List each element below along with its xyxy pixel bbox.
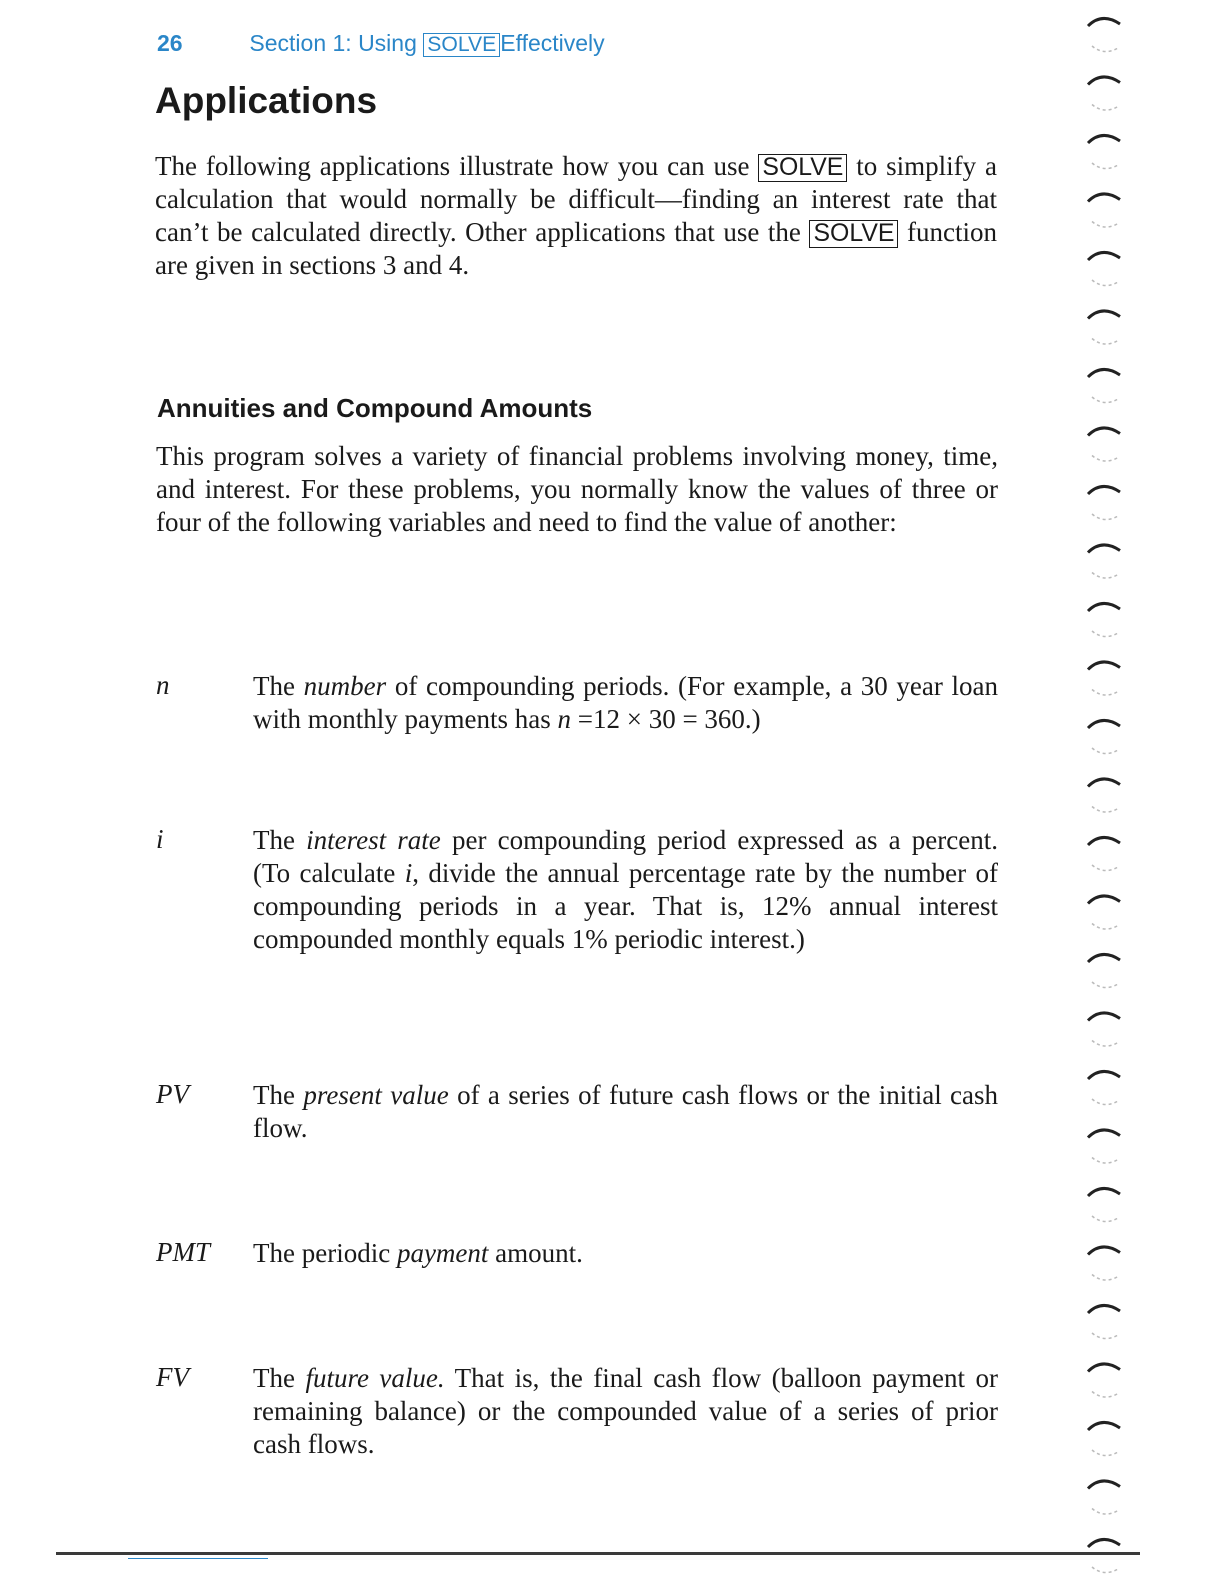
bottom-rule [56,1552,1140,1555]
binding-hole-shadow [1092,1567,1118,1573]
definition-fv [253,1362,998,1461]
binding-hole [1088,77,1120,85]
def-emphasis: present value [303,1080,449,1110]
description-paragraph: This program solves a variety of financial problems involving money, time, and interest. For these problems, you normally know the values of three or four of the following variables and need to find the value of another: [156,441,998,537]
binding-hole [1088,1539,1120,1547]
binding-hole [1088,954,1120,962]
def-text: The [253,825,295,855]
section-label: Section 1: Using [249,30,417,56]
binding-hole [1088,369,1120,377]
def-emphasis: payment [396,1238,489,1268]
def-variable: n [557,704,571,734]
term-pv: PV [156,1079,189,1109]
binding-hole-shadow [1092,222,1118,228]
binding-hole-shadow [1092,1450,1118,1456]
def-text: The [253,1363,295,1393]
def-text: The [253,671,295,701]
intro-text-1: The following applications illustrate how you can use [155,151,750,181]
def-text: The periodic [253,1238,391,1268]
def-variable: i [404,858,413,888]
subsection-title: Annuities and Compound Amounts [157,393,593,423]
binding-hole [1088,1305,1120,1313]
spiral-binding [1080,0,1140,1584]
definition-i [253,824,998,956]
binding-hole-shadow [1092,1509,1118,1515]
def-text: amount. [495,1238,583,1268]
binding-hole [1088,194,1120,202]
binding-hole-shadow [1092,1216,1118,1222]
binding-hole-shadow [1092,631,1118,637]
binding-hole-shadow [1092,690,1118,696]
binding-hole-shadow [1092,1158,1118,1164]
binding-hole-shadow [1092,163,1118,169]
intro-text-3: function are given in sections 3 and 4. [155,217,998,280]
binding-hole [1088,1247,1120,1255]
intro-text-2: to simplify a calculation that would normally be difficult—finding an interest rate that can’t be calculated directly. Other applications that use the [155,151,998,247]
binding-hole [1088,603,1120,611]
binding-hole-shadow [1092,105,1118,111]
binding-hole [1088,1013,1120,1021]
page-title: Applications [155,80,378,121]
binding-hole-shadow [1092,456,1118,462]
binding-hole [1088,252,1120,260]
binding-hole-shadow [1092,1041,1118,1047]
def-text: The [253,1080,295,1110]
binding-hole-shadow [1092,339,1118,345]
section-label-suffix: Effectively [500,30,605,56]
binding-hole-shadow [1092,573,1118,579]
definition-n [253,670,998,736]
def-emphasis: number [303,671,387,701]
def-text: of compounding periods. (For example, a 30 year loan with monthly payments has [253,671,999,734]
term-pmt: PMT [156,1237,210,1267]
def-text: , divide the annual percentage rate by the number of compounding periods in a year. That is, 12% annual interest compounded monthly equals 1% periodic interest.) [253,858,998,954]
binding-hole [1088,896,1120,904]
binding-hole [1088,1481,1120,1489]
binding-hole [1088,135,1120,143]
def-text: That is, the final cash flow (balloon payment or remaining balance) or the compounded value of a series of prior cash flows. [253,1363,999,1459]
intro-paragraph [155,150,997,282]
binding-hole [1088,662,1120,670]
binding-hole [1088,428,1120,436]
binding-hole [1088,545,1120,553]
binding-hole-shadow [1092,865,1118,871]
binding-hole [1088,837,1120,845]
binding-hole-shadow [1092,46,1118,52]
term-i: i [156,824,164,854]
binding-hole [1088,1364,1120,1372]
binding-hole [1088,1188,1120,1196]
binding-hole-shadow [1092,1275,1118,1281]
binding-hole-shadow [1092,1333,1118,1339]
binding-hole [1088,1071,1120,1079]
binding-hole-shadow [1092,514,1118,520]
def-emphasis: future value. [305,1363,445,1393]
binding-hole-shadow [1092,807,1118,813]
binding-hole [1088,486,1120,494]
bottom-accent-rule [128,1558,268,1559]
solve-key-inline: SOLVE [809,220,898,248]
binding-hole-shadow [1092,1099,1118,1105]
binding-hole-shadow [1092,982,1118,988]
solve-key-label: SOLVE [423,33,500,57]
definition-pmt [253,1237,998,1270]
binding-hole-shadow [1092,748,1118,754]
running-header [157,30,605,57]
binding-hole [1088,720,1120,728]
def-text: per compounding period expressed as a percent. (To calculate [253,825,999,888]
binding-hole [1088,1422,1120,1430]
definition-pv [253,1079,998,1145]
binding-hole-shadow [1092,397,1118,403]
def-text: =12 × 30 = 360.) [577,704,761,734]
binding-hole [1088,779,1120,787]
def-text: of a series of future cash flows or the initial cash flow. [253,1080,999,1143]
binding-hole-shadow [1092,280,1118,286]
binding-hole-shadow [1092,924,1118,930]
binding-hole [1088,311,1120,319]
term-fv: FV [156,1362,189,1392]
def-emphasis: interest rate [306,825,441,855]
page-number: 26 [157,30,183,56]
binding-hole [1088,18,1120,26]
binding-hole [1088,1130,1120,1138]
binding-hole-shadow [1092,1392,1118,1398]
solve-key-inline: SOLVE [758,154,847,182]
term-n: n [156,670,170,700]
